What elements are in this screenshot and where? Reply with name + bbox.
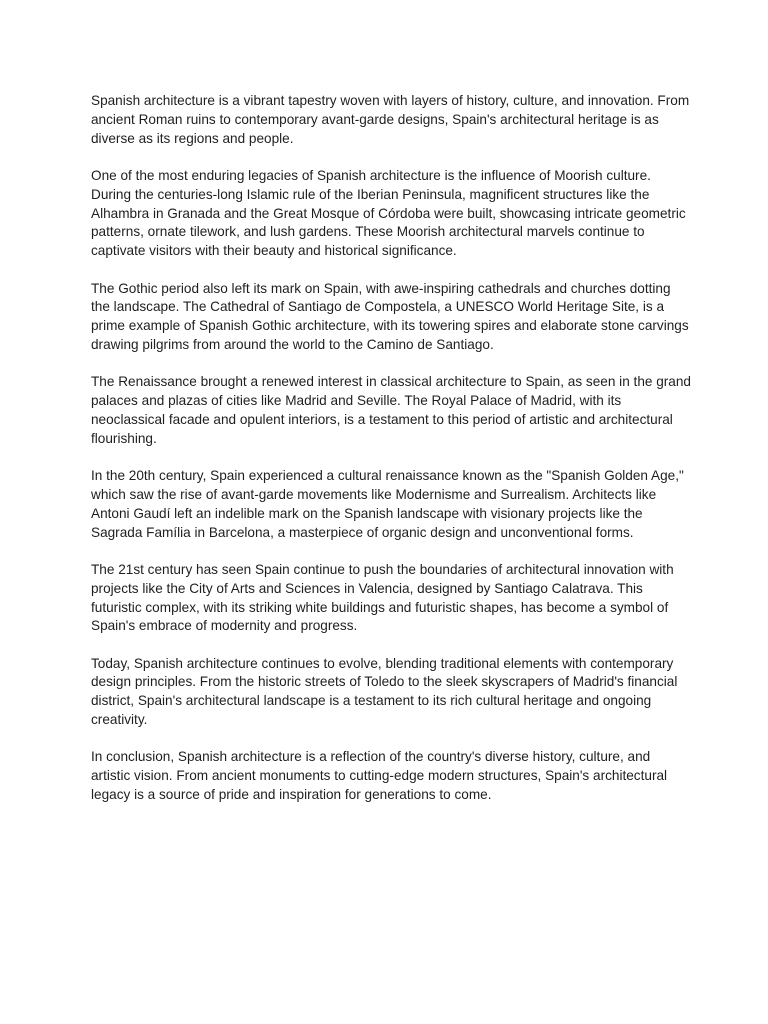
document-body xyxy=(91,92,691,823)
paragraph-8: In conclusion, Spanish architecture is a reflection of the country's diverse history, culture, and artistic vision. From ancient monuments to cutting-edge modern structures, Spain's architectural legacy is a source of pride and inspiration for generations to come. xyxy=(91,749,668,803)
paragraph-5: In the 20th century, Spain experienced a cultural renaissance known as the "Spanish Golden Age," which saw the rise of avant-garde movements like Modernisme and Surrealism. Architects like Antoni Gaudí left an indelible mark on the Spanish landscape with visionary projects like the Sagrada Família in Barcelona, a masterpiece of organic design and unconventional forms. xyxy=(91,468,684,540)
paragraph-7: Today, Spanish architecture continues to evolve, blending traditional elements with contemporary design principles. From the historic streets of Toledo to the sleek skyscrapers of Madrid's financial district, Spain's architectural landscape is a testament to its rich cultural heritage and ongoing creativity. xyxy=(91,655,678,728)
paragraph-6: The 21st century has seen Spain continue to push the boundaries of architectural innovation with projects like the City of Arts and Sciences in Valencia, designed by Santiago Calatrava. This futuristic complex, with its striking white buildings and futuristic shapes, has become a symbol of Spain's embrace of modernity and progress. xyxy=(91,561,674,634)
paragraph-1: Spanish architecture is a vibrant tapestry woven with layers of history, culture, and innovation. From ancient Roman ruins to contemporary avant-garde designs, Spain's architectural heritage is as diverse as its regions and people. xyxy=(91,93,690,146)
paragraph-2: One of the most enduring legacies of Spanish architecture is the influence of Moorish culture. During the centuries-long Islamic rule of the Iberian Peninsula, magnificent structures like the Alhambra in Granada and the Great Mosque of Córdoba were built, showcasing intricate geometric patterns, ornate tilework, and lush gardens. These Moorish architectural marvels continue to captivate visitors with their beauty and historical significance. xyxy=(91,167,686,259)
paragraph-3: The Gothic period also left its mark on Spain, with awe-inspiring cathedrals and churches dotting the landscape. The Cathedral of Santiago de Compostela, a UNESCO World Heritage Site, is a prime example of Spanish Gothic architecture, with its towering spires and elaborate stone carvings drawing pilgrims from around the world to the Camino de Santiago. xyxy=(91,280,689,352)
paragraph-4: The Renaissance brought a renewed interest in classical architecture to Spain, as seen in the grand palaces and plazas of cities like Madrid and Seville. The Royal Palace of Madrid, with its neoclassical facade and opulent interiors, is a testament to this period of artistic and architectural flourishing. xyxy=(91,374,691,446)
